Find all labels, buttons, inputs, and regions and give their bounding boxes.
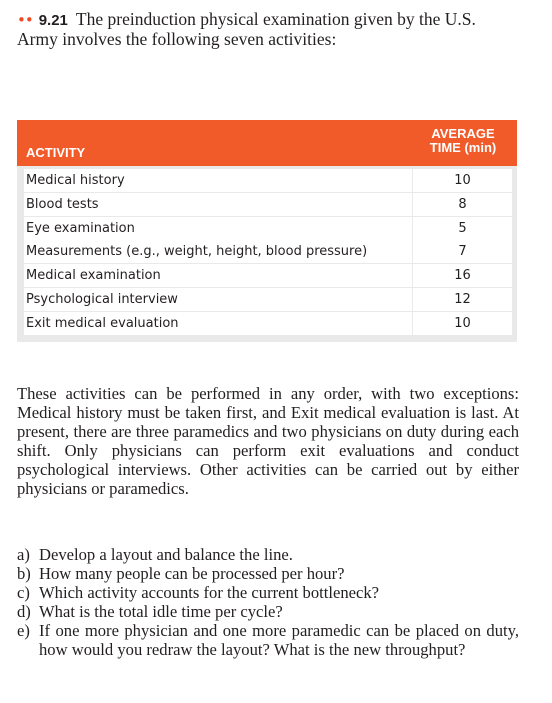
time-column-header: [409, 127, 517, 155]
question-text: How many people can be processed per hour?: [39, 564, 345, 583]
activity-time: 5: [458, 221, 467, 236]
difficulty-dots: ••: [17, 11, 33, 29]
table-row: [24, 312, 512, 335]
question-item: [17, 621, 519, 659]
activity-name: Medical history: [26, 173, 125, 188]
activity-time: 16: [454, 268, 471, 283]
problem-body: These activities can be performed in any order, with two exceptions: Medical history must be taken first, and Exit medical evaluation is last. At present, there are three paramedics and two physicians on duty during each shift. Only physicians can perform exit evaluations and conduct psychological interviews. Other activities can be carried out by either physicians or paramedics.: [17, 384, 519, 498]
question-text: Which activity accounts for the current bottleneck?: [39, 583, 380, 602]
question-label: a): [17, 545, 30, 564]
table-row: [24, 169, 512, 192]
problem-number: 9.21: [38, 12, 68, 29]
question-list: [17, 545, 519, 659]
question-text: If one more physician and one more paramedic can be placed on duty, how would you redraw the layout? What is the new throughput?: [39, 621, 519, 659]
activity-name: Blood tests: [26, 197, 99, 212]
time-header-line2: TIME (min): [429, 140, 497, 155]
question-label: d): [17, 602, 31, 621]
activity-time: 7: [458, 244, 467, 259]
activity-name: Psychological interview: [26, 292, 178, 307]
question-label: c): [17, 583, 30, 602]
question-item: [17, 602, 519, 621]
activity-name: Eye examination: [26, 221, 135, 236]
activity-column-header: ACTIVITY: [26, 145, 86, 160]
activity-name: Medical examination: [26, 268, 161, 283]
question-text: Develop a layout and balance the line.: [39, 545, 293, 564]
time-header-line1: AVERAGE: [431, 126, 495, 141]
table-row: [24, 193, 512, 216]
question-text: What is the total idle time per cycle?: [39, 602, 283, 621]
activity-time: 10: [454, 316, 471, 331]
activity-time: 10: [454, 173, 471, 188]
activity-time: 12: [454, 292, 471, 307]
table-header: [17, 120, 517, 166]
question-label: b): [17, 564, 31, 583]
question-item: [17, 564, 519, 583]
table-row: [24, 264, 512, 287]
activity-name: Exit medical evaluation: [26, 316, 179, 331]
activity-table: [17, 120, 517, 342]
problem-statement: [17, 10, 517, 49]
activity-time: 8: [458, 197, 467, 212]
question-item: [17, 545, 519, 564]
table-row: [24, 217, 512, 240]
problem-intro: The preinduction physical examination given by the U.S. Army involves the following seven activities:: [17, 9, 476, 49]
table-row: [24, 288, 512, 311]
question-label: e): [17, 621, 30, 640]
question-item: [17, 583, 519, 602]
activity-name: Measurements (e.g., weight, height, blood pressure): [26, 244, 368, 259]
table-row: [24, 240, 512, 263]
